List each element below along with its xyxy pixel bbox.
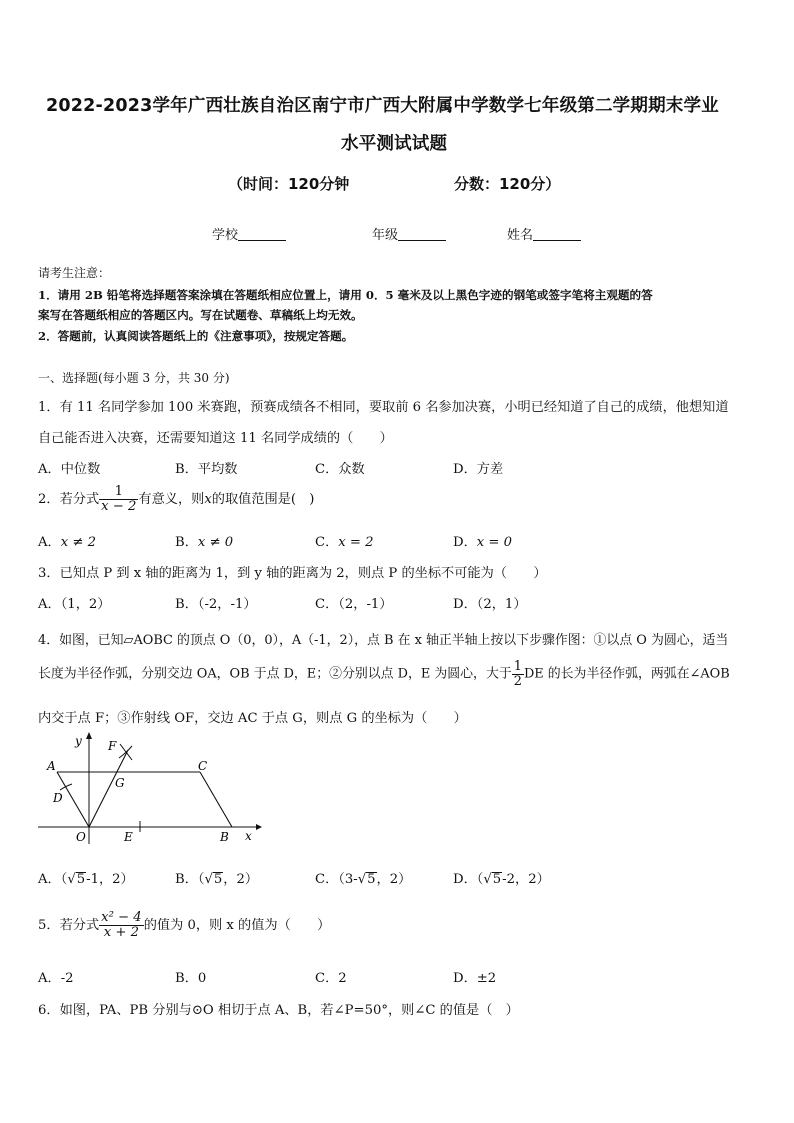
q2-frac-den: x − 2 xyxy=(101,498,137,514)
x-axis-arrow xyxy=(256,824,262,830)
q1-option-b: B．平均数 xyxy=(175,462,238,477)
q1-line2: 自己能否进入决赛，还需要知道这 11 名同学成绩的（ ） xyxy=(38,431,393,446)
grade-blank xyxy=(398,228,446,241)
q4-option-d-tail: -2，2） xyxy=(502,872,550,887)
q4-option-b-label: B．（ xyxy=(175,872,205,887)
label-b: B xyxy=(220,830,229,844)
q4-option-d-root: 5 xyxy=(492,872,502,887)
q5-prefix: 5．若分式 xyxy=(38,917,100,933)
y-axis-arrow xyxy=(86,732,92,739)
q4-option-c: C．（3-√5，2） xyxy=(315,872,412,887)
page-title-line2: 水平测试试题 xyxy=(341,134,448,154)
q4-option-b-tail: ，2） xyxy=(223,872,259,887)
q3-option-b: B．（-2，-1） xyxy=(175,597,257,612)
label-a: A xyxy=(47,759,56,773)
section1-heading: 一、选择题(每小题 3 分，共 30 分) xyxy=(38,371,230,385)
q2-fraction xyxy=(99,485,138,514)
edge-cb xyxy=(200,772,232,827)
q2-option-b xyxy=(175,531,233,550)
notice-item2: 2．答题前，认真阅读答题纸上的《注意事项》，按规定答题。 xyxy=(38,329,354,343)
school-label: 学校 xyxy=(212,228,239,243)
q4-frac-den: 2 xyxy=(513,673,522,689)
name-field xyxy=(507,224,581,243)
q4-line1: 4．如图，已知▱AOBC 的顶点 O（0，0），A（-1，2），点 B 在 x 轴正半轴上按以下步骤作图：①以点 O 为圆心，适当 xyxy=(38,633,729,648)
q5-frac-den: x + 2 xyxy=(99,925,144,940)
q5-option-d: D．±2 xyxy=(453,971,497,986)
q4-option-b: B．（√5，2） xyxy=(175,872,259,887)
q2-option-d-label: D． xyxy=(453,535,477,550)
q5-option-a: A．-2 xyxy=(38,971,74,986)
q4-line2 xyxy=(38,660,730,688)
q4-line3: 内交于点 F；③作射线 OF，交边 AC 于点 G，则点 G 的坐标为（ ） xyxy=(38,711,467,726)
name-blank xyxy=(533,228,581,241)
q2-stem xyxy=(38,485,314,514)
label-o: O xyxy=(76,830,86,844)
q4-option-b-root: 5 xyxy=(213,872,223,887)
q3-line: 3．已知点 P 到 x 轴的距离为 1，到 y 轴的距离为 2，则点 P 的坐标不可能为（ ） xyxy=(38,566,547,581)
q5-suffix: 的值为 0，则 x 的值为（ ） xyxy=(143,917,331,933)
q1-option-a: A．中位数 xyxy=(38,462,101,477)
q2-option-d-math: x = 0 xyxy=(476,535,513,550)
label-c: C xyxy=(198,759,208,773)
notice-heading: 请考生注意： xyxy=(38,266,111,280)
q2-suffix-b: 的取值范围是( ) xyxy=(211,491,315,507)
score-info: 分数：120分） xyxy=(454,175,561,193)
q4-option-a-tail: -1，2） xyxy=(86,872,134,887)
q5-stem xyxy=(38,911,330,940)
q4-option-c-tail: ，2） xyxy=(376,872,412,887)
q2-suffix-a: 有意义，则 xyxy=(138,491,205,507)
q4-option-c-root: 5 xyxy=(367,872,376,887)
notice-item1-line1: 1．请用 2B 铅笔将选择题答案涂填在答题纸相应位置上，请用 0．5 毫米及以上黑色字迹的钢笔或签字笔将主观题的答 xyxy=(38,288,653,302)
q2-frac-num: 1 xyxy=(114,484,123,499)
q4-option-c-label: C．（3- xyxy=(315,872,358,887)
q2-option-b-label: B． xyxy=(175,535,198,550)
q4-option-d-label: D．（ xyxy=(453,872,484,887)
q2-option-a-label: A． xyxy=(38,535,61,550)
q5-fraction xyxy=(99,911,144,940)
q4-line2-b: DE 的长为半径作弧，两弧在∠AOB xyxy=(523,666,730,682)
q2-option-a-math: x ≠ 2 xyxy=(60,535,96,550)
page-title-line1: 2022-2023学年广西壮族自治区南宁市广西大附属中学数学七年级第二学期期末学业 xyxy=(46,96,719,116)
grade-label: 年级 xyxy=(372,228,399,243)
arc-mark-d xyxy=(60,784,72,790)
q4-option-d: D．（√5-2，2） xyxy=(453,872,550,887)
q1-line1: 1．有 11 名同学参加 100 米赛跑，预赛成绩各不相同，要取前 6 名参加决赛，小明已经知道了自己的成绩，他想知道 xyxy=(38,400,729,415)
q5-option-c: C．2 xyxy=(315,971,347,986)
q1-option-c: C．众数 xyxy=(315,462,365,477)
notice-item1-line2: 案写在答题纸相应的答题区内。写在试题卷、草稿纸上均无效。 xyxy=(38,308,363,322)
label-g: G xyxy=(115,776,125,790)
q4-fraction xyxy=(512,660,524,688)
q2-option-c-label: C． xyxy=(315,535,339,550)
name-label: 姓名 xyxy=(507,228,534,243)
q2-option-c xyxy=(315,531,374,550)
q2-option-d xyxy=(453,531,512,550)
q2-option-a xyxy=(38,531,96,550)
label-d: D xyxy=(53,791,63,805)
q2-var: x xyxy=(204,491,212,507)
time-info: （时间：120分钟 xyxy=(228,175,350,193)
grade-field xyxy=(372,224,446,243)
label-f: F xyxy=(108,739,117,753)
q4-line2-a: 长度为半径作弧，分别交边 OA，OB 于点 D，E；②分别以点 D，E 为圆心，大于 xyxy=(38,666,512,682)
q6-line: 6．如图，PA、PB 分别与⊙O 相切于点 A、B，若∠P=50°，则∠C 的值是（ ） xyxy=(38,1003,519,1018)
label-y: y xyxy=(75,734,82,748)
q5-option-b: B．0 xyxy=(175,971,207,986)
school-field xyxy=(212,224,286,243)
q1-option-d: D．方差 xyxy=(453,462,504,477)
q2-option-c-math: x = 2 xyxy=(338,535,374,550)
q4-frac-num: 1 xyxy=(513,659,522,674)
q5-frac-num: x² − 4 xyxy=(101,910,142,925)
label-x: x xyxy=(245,829,252,843)
q3-option-a: A．（1，2） xyxy=(38,597,111,612)
school-blank xyxy=(238,228,286,241)
q2-prefix: 2．若分式 xyxy=(38,491,100,507)
q4-option-a-root: 5 xyxy=(76,872,86,887)
q4-option-a: A．（√5-1，2） xyxy=(38,872,134,887)
q3-option-c: C．（2，-1） xyxy=(315,597,393,612)
label-e: E xyxy=(124,830,133,844)
q2-option-b-math: x ≠ 0 xyxy=(197,535,234,550)
q3-option-d: D．（2，1） xyxy=(453,597,527,612)
q4-option-a-label: A．（ xyxy=(38,872,68,887)
q4-figure xyxy=(34,730,264,846)
